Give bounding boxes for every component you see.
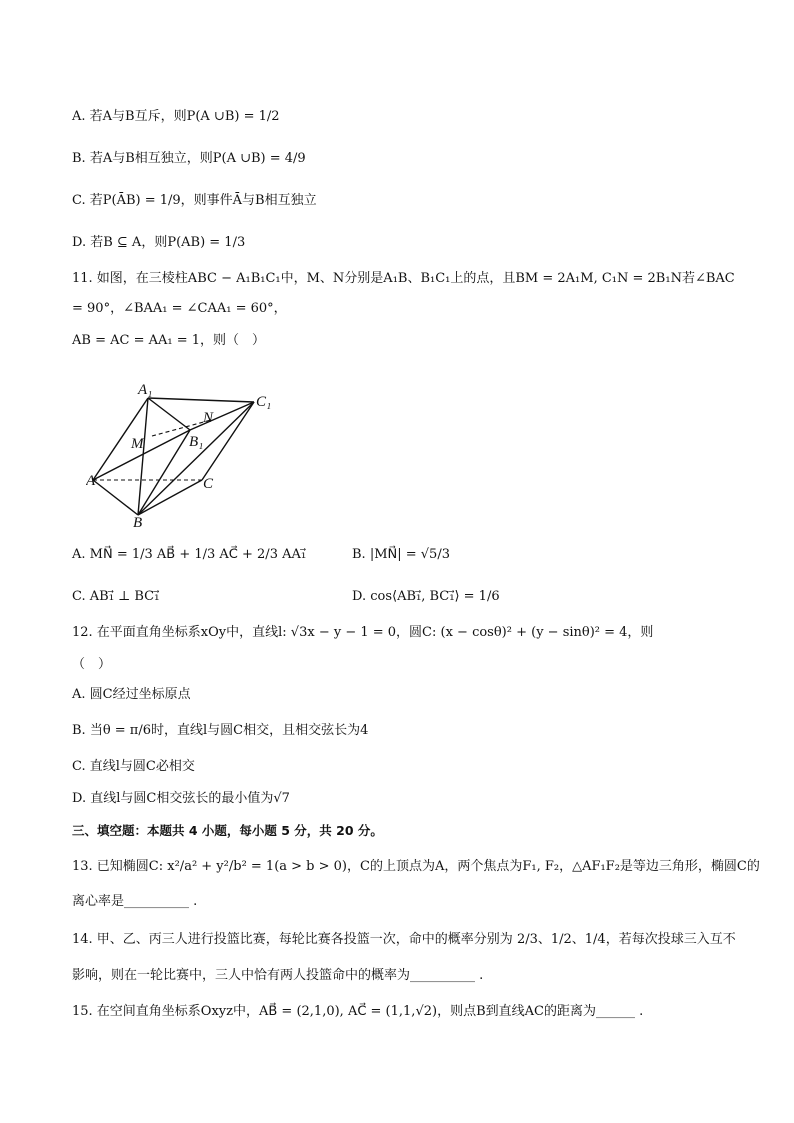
q10-option-d: D. 若B ⊆ A，则P(AB) = 1/3	[72, 235, 246, 250]
q14-line2: 影响，则在一轮比赛中，三人中恰有两人投篮命中的概率为__________ .	[72, 968, 484, 983]
q11-option-d: D. cos⟨AB₁⃗, BC₁⃗⟩ = 1/6	[352, 589, 500, 604]
q10-option-a: A. 若A与B互斥，则P(A ∪B) = 1/2	[72, 109, 280, 124]
edge-c1-b	[138, 402, 254, 515]
label-b: B	[133, 515, 143, 528]
q12-option-a: A. 圆C经过坐标原点	[72, 687, 191, 702]
edge-a1-c1	[148, 398, 254, 402]
q11-option-c: C. AB₁⃗ ⊥ BC₁⃗	[72, 589, 160, 604]
q11-stem-line2: = 90°，∠BAA₁ = ∠CAA₁ = 60°，	[72, 301, 287, 316]
edge-a1-b1	[148, 398, 190, 430]
label-c1: C₁	[256, 394, 272, 410]
q14-line1: 14. 甲、乙、丙三人进行投篮比赛，每轮比赛各投篮一次，命中的概率分别为 2/3、1/2、1/4，若每次投球三入互不	[72, 932, 736, 947]
q10-option-c: C. 若P(ĀB) = 1/9，则事件Ā与B相互独立	[72, 193, 317, 208]
section-heading-fill-in: 三、填空题：本题共 4 小题，每小题 5 分，共 20 分。	[72, 823, 383, 838]
q12-option-c: C. 直线l与圆C必相交	[72, 759, 195, 774]
label-a: A	[86, 473, 96, 489]
edge-b-c	[138, 480, 202, 515]
label-n: N	[203, 410, 214, 426]
label-a1: A₁	[138, 382, 153, 398]
label-m: M	[131, 436, 144, 452]
q10-option-b: B. 若A与B相互独立，则P(A ∪B) = 4/9	[72, 151, 306, 166]
q11-stem-line1: 11. 如图，在三棱柱ABC − A₁B₁C₁中，M、N分别是A₁B、B₁C₁上的点，且BM = 2A₁M, C₁N = 2B₁N若∠BAC	[72, 271, 735, 286]
q13-line1: 13. 已知椭圆C: x²/a² + y²/b² = 1(a > b > 0)，C的上顶点为A，两个焦点为F₁, F₂，△AF₁F₂是等边三角形，椭圆C的	[72, 859, 760, 874]
q12-stem-line1: 12. 在平面直角坐标系xOy中，直线l: √3x − y − 1 = 0，圆C: (x − cosθ)² + (y − sinθ)² = 4，则	[72, 625, 654, 640]
q13-line2: 离心率是__________ .	[72, 894, 198, 909]
q11-option-b: B. |MN⃗| = √5/3	[352, 547, 450, 562]
q12-option-b: B. 当θ = π/6时，直线l与圆C相交，且相交弦长为4	[72, 723, 369, 738]
q12-stem-line2: （ ）	[72, 657, 112, 672]
edge-a-b	[93, 480, 138, 515]
q15-line1: 15. 在空间直角坐标系Oxyz中，AB⃗ = (2,1,0), AC⃗ = (1,1,√2)，则点B到直线AC的距离为______ .	[72, 1004, 644, 1019]
label-b1: B₁	[189, 434, 204, 450]
prism-diagram	[86, 380, 276, 528]
label-c: C	[203, 476, 214, 492]
q12-option-d: D. 直线l与圆C相交弦长的最小值为√7	[72, 791, 290, 806]
q11-stem-line3: AB = AC = AA₁ = 1，则（ ）	[72, 333, 266, 348]
prism-figure	[86, 380, 276, 528]
q11-option-a: A. MN⃗ = 1/3 AB⃗ + 1/3 AC⃗ + 2/3 AA₁⃗	[72, 547, 307, 562]
